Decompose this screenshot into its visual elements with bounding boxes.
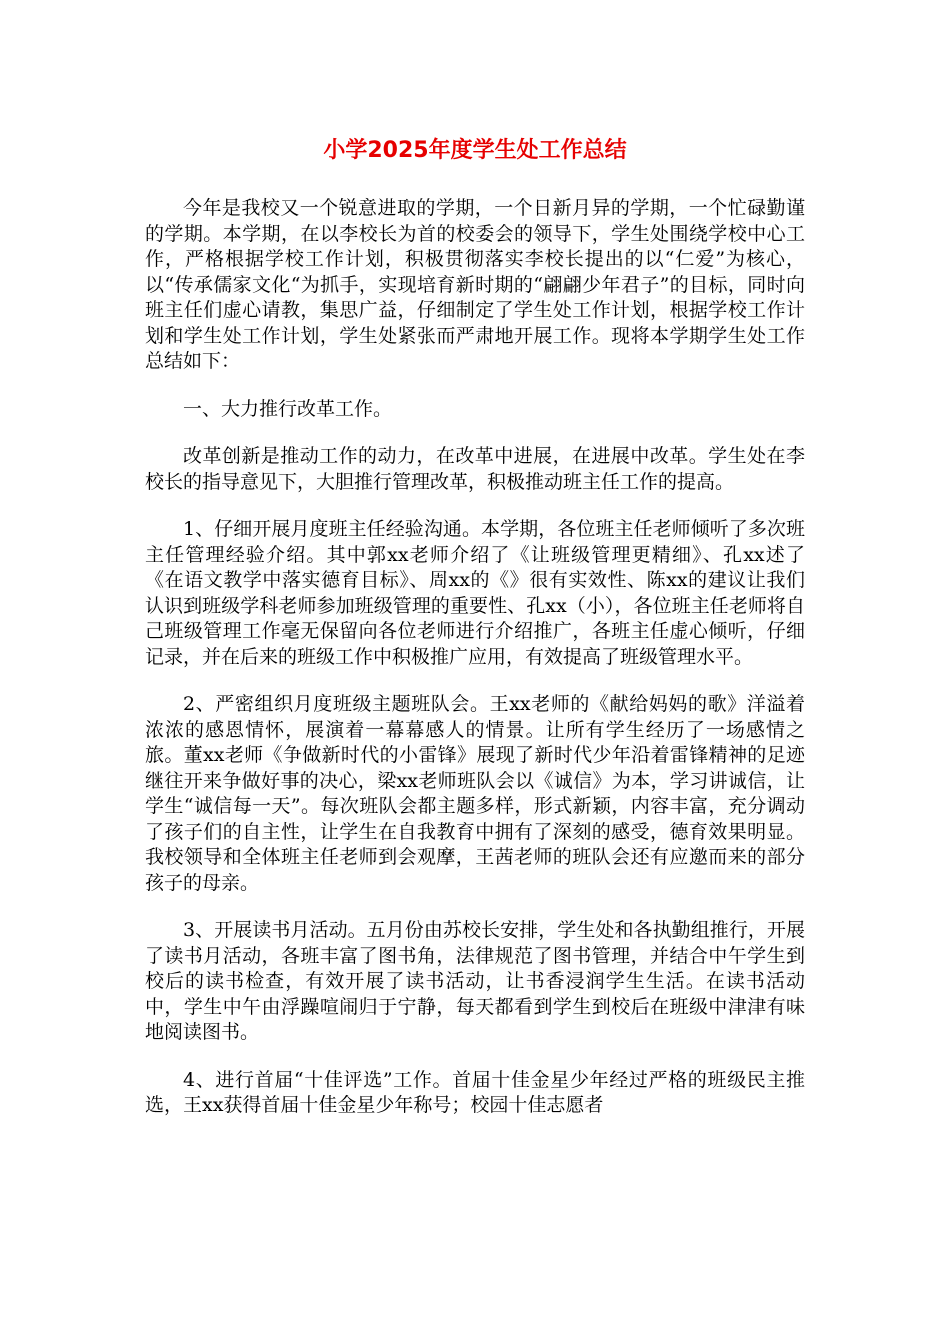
document-body bbox=[145, 196, 805, 1141]
section-heading: 一、大力推行改革工作。 bbox=[183, 397, 393, 420]
item-3-paragraph: 3、开展读书月活动。五月份由苏校长安排，学生处和各执勤组推行，开展了读书月活动，各班丰富了图书角，法律规范了图书管理，并结合中午学生到校后的读书检查，有效开展了读书活动，让书香浸润学生生活。在读书活动中，学生中午由浮躁喧闹归于宁静，每天都看到学生到校后在班级中津津有味地阅读图书。 bbox=[145, 919, 805, 1043]
item-4-paragraph: 4、进行首届“十佳评选”工作。首届十佳金星少年经过严格的班级民主推选，王xx获得首届十佳金星少年称号；校园十佳志愿者 bbox=[145, 1068, 805, 1116]
item-2-paragraph: 2、严密组织月度班级主题班队会。王xx老师的《献给妈妈的歌》洋溢着浓浓的感恩情怀，展演着一幕幕感人的情景。让所有学生经历了一场感情之旅。董xx老师《争做新时代的小雷锋》展现了新时代少年沿着雷锋精神的足迹继往开来争做好事的决心，梁xx老师班队会以《诚信》为本，学习讲诚信，让学生“诚信每一天”。每次班队会都主题多样，形式新颖，内容丰富，充分调动了孩子们的自主性，让学生在自我教育中拥有了深刻的感受，德育效果明显。我校领导和全体班主任老师到会观摩，王茜老师的班队会还有应邀而来的部分孩子的母亲。 bbox=[145, 693, 805, 894]
item-1-paragraph: 1、仔细开展月度班主任经验沟通。本学期，各位班主任老师倾听了多次班主任管理经验介绍。其中郭xx老师介绍了《让班级管理更精细》、孔xx述了《在语文教学中落实德育目标》、周xx的《》很有实效性、陈xx的建议让我们认识到班级学科老师参加班级管理的重要性、孔xx（小），各位班主任老师将自己班级管理工作毫无保留向各位老师进行介绍推广，各班主任虚心倾听，仔细记录，并在后来的班级工作中积极推广应用，有效提高了班级管理水平。 bbox=[145, 518, 805, 668]
document-title: 小学2025年度学生处工作总结 bbox=[323, 138, 627, 163]
section-intro-paragraph: 改革创新是推动工作的动力，在改革中进展，在进展中改革。学生处在李校长的指导意见下，大胆推行管理改革，积极推动班主任工作的提高。 bbox=[145, 445, 805, 493]
intro-paragraph: 今年是我校又一个锐意进取的学期，一个日新月异的学期，一个忙碌勤谨的学期。本学期，在以李校长为首的校委会的领导下，学生处围绕学校中心工作，严格根据学校工作计划，积极贯彻落实李校长提出的以“仁爱”为核心，以“传承儒家文化“为抓手，实现培育新时期的“翩翩少年君子”的目标，同时向班主任们虚心请教，集思广益，仔细制定了学生处工作计划，根据学校工作计划和学生处工作计划，学生处紧张而严肃地开展工作。现将本学期学生处工作总结如下： bbox=[145, 197, 805, 372]
